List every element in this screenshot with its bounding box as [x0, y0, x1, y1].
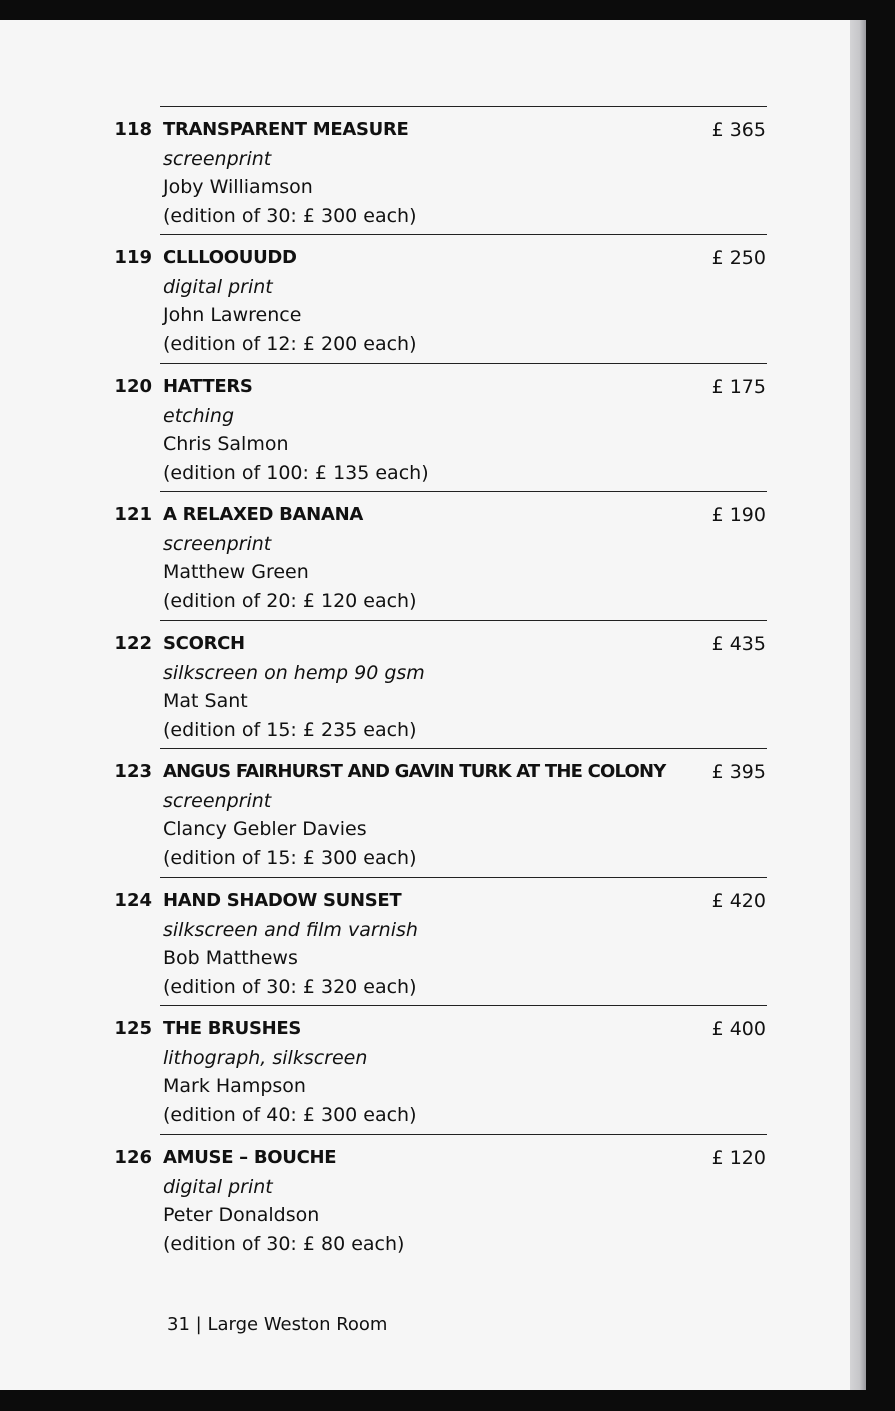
entry-number: 125: [114, 1018, 152, 1039]
entry-number: 121: [114, 504, 152, 525]
entry-title: THE BRUSHES: [163, 1018, 302, 1039]
catalogue-entry: [0, 106, 850, 234]
entry-title: SCORCH: [163, 633, 245, 654]
entry-number: 126: [114, 1147, 152, 1168]
entry-medium: digital print: [163, 275, 273, 298]
entry-details: [163, 244, 417, 358]
entry-title: HAND SHADOW SUNSET: [163, 890, 402, 911]
entry-edition: (edition of 15: £ 300 each): [163, 846, 417, 869]
entry-divider: [160, 620, 767, 621]
entry-price: £ 175: [711, 376, 766, 398]
entry-artist: Chris Salmon: [163, 433, 289, 455]
entry-price: £ 420: [711, 890, 766, 912]
catalogue-entry: [0, 620, 850, 748]
entry-artist: Clancy Gebler Davies: [163, 818, 367, 840]
entry-edition: (edition of 30: £ 320 each): [163, 975, 417, 998]
entry-medium: etching: [163, 404, 235, 427]
catalogue-entry: [0, 234, 850, 362]
entry-medium: silkscreen on hemp 90 gsm: [163, 661, 425, 684]
entry-edition: (edition of 100: £ 135 each): [163, 461, 429, 484]
entry-divider: [160, 1134, 767, 1135]
entry-price: £ 435: [711, 633, 766, 655]
entry-details: [163, 116, 417, 230]
entry-title: AMUSE – BOUCHE: [163, 1147, 337, 1168]
entry-divider: [160, 1005, 767, 1006]
section-name: Large Weston Room: [207, 1314, 388, 1335]
entry-artist: Mark Hampson: [163, 1075, 306, 1097]
entry-artist: Matthew Green: [163, 561, 309, 583]
entry-title: A RELAXED BANANA: [163, 504, 363, 525]
entry-details: [163, 1144, 404, 1258]
entry-details: [163, 630, 425, 744]
footer-separator: |: [195, 1314, 202, 1335]
entry-details: [163, 373, 429, 487]
catalogue-entry: [0, 748, 850, 876]
entry-price: £ 250: [711, 247, 766, 269]
entry-artist: Bob Matthews: [163, 947, 298, 969]
entry-number: 119: [114, 247, 152, 268]
entry-details: [163, 887, 418, 1001]
catalogue-entry: [0, 877, 850, 1005]
entry-edition: (edition of 40: £ 300 each): [163, 1103, 417, 1126]
page-edge: [850, 20, 866, 1390]
entry-title: HATTERS: [163, 376, 253, 397]
entry-artist: Joby Williamson: [163, 176, 313, 198]
catalogue-entry: [0, 1005, 850, 1133]
entry-number: 124: [114, 890, 152, 911]
page-footer: [167, 1313, 387, 1337]
entry-medium: screenprint: [163, 532, 272, 555]
entry-divider: [160, 748, 767, 749]
entry-medium: silkscreen and film varnish: [163, 918, 418, 941]
entry-title: ANGUS FAIRHURST AND GAVIN TURK AT THE COLONY: [163, 761, 666, 782]
entry-medium: digital print: [163, 1175, 273, 1198]
entry-divider: [160, 234, 767, 235]
entry-details: [163, 501, 417, 615]
entry-details: [163, 758, 666, 872]
entry-medium: screenprint: [163, 147, 272, 170]
entry-price: £ 365: [711, 119, 766, 141]
entry-title: TRANSPARENT MEASURE: [163, 119, 409, 140]
entry-edition: (edition of 12: £ 200 each): [163, 332, 417, 355]
entry-divider: [160, 877, 767, 878]
entry-divider: [160, 363, 767, 364]
entry-medium: lithograph, silkscreen: [163, 1046, 368, 1069]
entry-price: £ 400: [711, 1018, 766, 1040]
catalogue-entry: [0, 491, 850, 619]
entry-title: CLLLOOUUDD: [163, 247, 297, 268]
entry-artist: Peter Donaldson: [163, 1204, 320, 1226]
entry-artist: John Lawrence: [163, 304, 302, 326]
entry-number: 118: [114, 119, 152, 140]
entry-edition: (edition of 30: £ 300 each): [163, 204, 417, 227]
entry-edition: (edition of 15: £ 235 each): [163, 718, 417, 741]
entry-price: £ 120: [711, 1147, 766, 1169]
catalogue-entry: [0, 1134, 850, 1262]
catalogue-entry: [0, 363, 850, 491]
entry-number: 120: [114, 376, 152, 397]
entry-artist: Mat Sant: [163, 690, 248, 712]
entry-divider: [160, 491, 767, 492]
entry-medium: screenprint: [163, 789, 272, 812]
entry-number: 122: [114, 633, 152, 654]
entry-edition: (edition of 30: £ 80 each): [163, 1232, 405, 1255]
entry-number: 123: [114, 761, 152, 782]
entry-details: [163, 1015, 417, 1129]
entry-price: £ 190: [711, 504, 766, 526]
page-number: 31: [167, 1314, 190, 1335]
entry-price: £ 395: [711, 761, 766, 783]
entry-divider: [160, 106, 767, 107]
entry-edition: (edition of 20: £ 120 each): [163, 589, 417, 612]
